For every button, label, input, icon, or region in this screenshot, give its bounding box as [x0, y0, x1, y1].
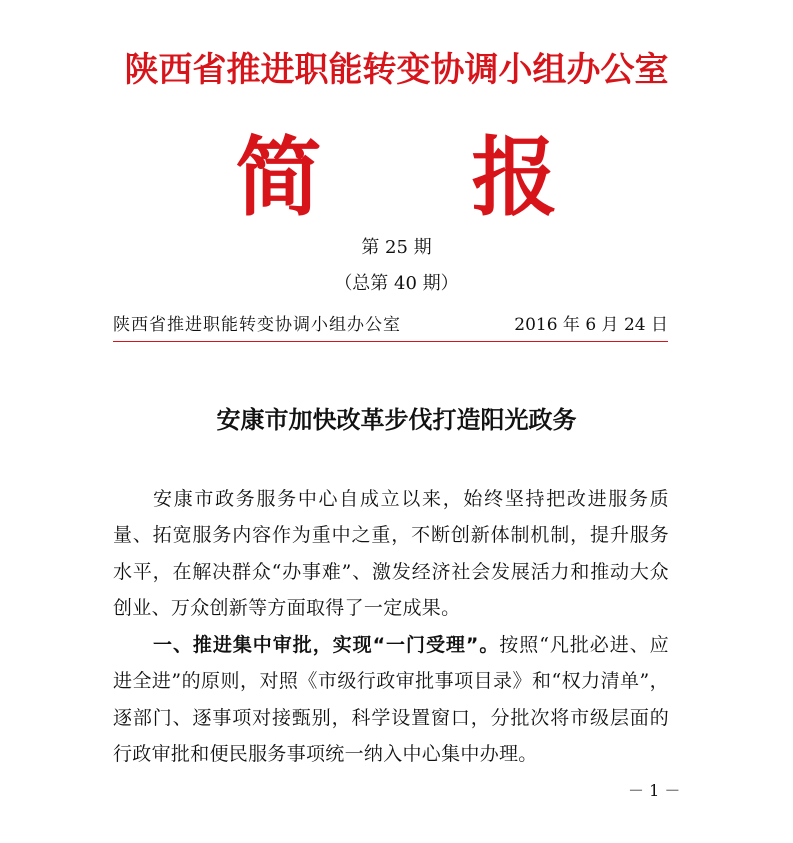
page-number: － 1 － [628, 781, 681, 800]
bulletin-title-char-2: 报 [471, 127, 558, 228]
issue-date: 2016 年 6 月 24 日 [514, 315, 668, 335]
section-heading: 一、推进集中审批，实现“一门受理”。 [153, 634, 500, 656]
bulletin-title [0, 127, 793, 228]
total-issue-number: （总第 40 期） [334, 273, 459, 294]
issuing-office: 陕西省推进职能转变协调小组办公室 [113, 315, 401, 335]
organization-header: 陕西省推进职能转变协调小组办公室 [124, 50, 669, 90]
issue-number: 第 25 期 [361, 237, 432, 258]
paragraph-intro: 安康市政务服务中心自成立以来，始终坚持把改进服务质量、拓宽服务内容作为重中之重，不断创新体制机制，提升服务水平，在解决群众“办事难”、激发经济社会发展活力和推动大众创业、万众创新等方面取得了一定成果。 [113, 488, 669, 620]
paragraph-section-1 [113, 627, 669, 773]
red-divider [113, 341, 668, 342]
bulletin-title-char-1: 简 [235, 127, 322, 228]
section-body: 按照“凡批必进、应进全进”的原则，对照《市级行政审批事项目录》和“权力清单”，逐部门、逐事项对接甄别，科学设置窗口，分批次将市级层面的行政审批和便民服务事项统一纳入中心集中办理。 [113, 634, 669, 766]
article-title: 安康市加快改革步伐打造阳光政务 [216, 405, 577, 434]
